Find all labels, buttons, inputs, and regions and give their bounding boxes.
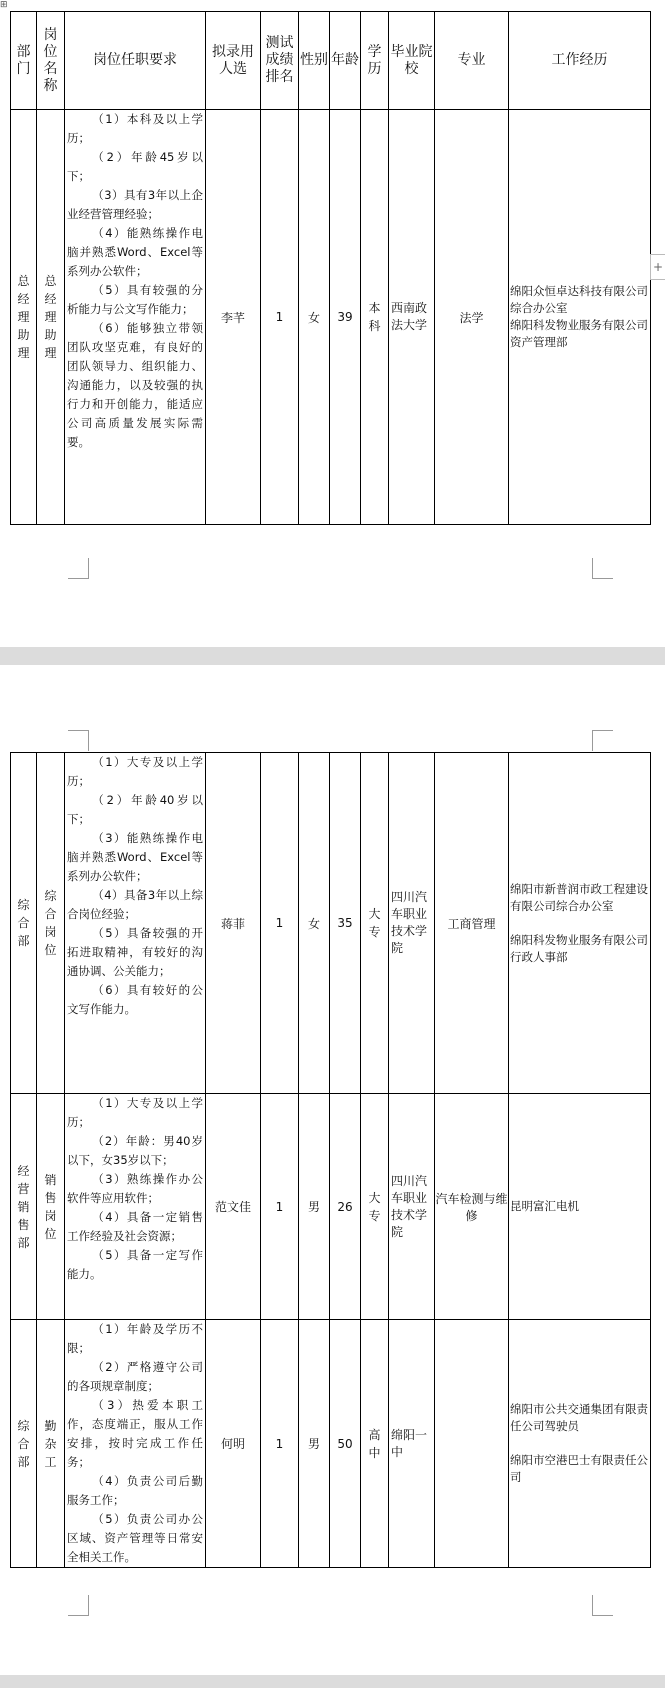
age-cell: 35 xyxy=(330,753,361,1094)
school-cell: 绵阳一中 xyxy=(389,1320,435,1568)
document-page-2 xyxy=(0,665,665,1675)
table-row xyxy=(11,1094,651,1320)
page-gap xyxy=(0,1675,665,1688)
requirement-item: （2）年龄45岁以下； xyxy=(67,150,203,183)
header-age: 年龄 xyxy=(330,12,361,110)
experience-item: 绵阳科发物业服务有限公司行政人事部 xyxy=(510,932,648,964)
gender-cell: 男 xyxy=(299,1094,330,1320)
experience-cell xyxy=(509,1094,651,1320)
requirement-item: （5）负责公司办公区域、资产管理等日常安全相关工作。 xyxy=(67,1512,203,1564)
table-row xyxy=(11,110,651,525)
age-cell: 50 xyxy=(330,1320,361,1568)
requirement-item: （3）具有3年以上企业经营管理经验； xyxy=(67,188,203,221)
requirement-item: （2）年龄40岁以下； xyxy=(67,793,203,826)
position-cell: 综合岗位 xyxy=(37,753,65,1094)
page-gap xyxy=(0,647,665,665)
rank-cell: 1 xyxy=(261,1094,299,1320)
margin-corner-mark xyxy=(592,558,613,579)
header-rank: 测试成绩排名 xyxy=(261,12,299,110)
requirement-item: （2）年龄：男40岁以下，女35岁以下； xyxy=(67,1134,203,1167)
age-cell: 39 xyxy=(330,110,361,525)
candidate-cell: 范文佳 xyxy=(206,1094,261,1320)
rank-cell: 1 xyxy=(261,753,299,1094)
header-requirements: 岗位任职要求 xyxy=(65,12,206,110)
candidate-cell: 蒋菲 xyxy=(206,753,261,1094)
requirement-item: （1）年龄及学历不限； xyxy=(67,1322,203,1355)
margin-corner-mark xyxy=(592,730,613,751)
table-header-row xyxy=(11,12,651,110)
requirements-cell xyxy=(65,753,206,1094)
school-cell: 西南政法大学 xyxy=(389,110,435,525)
requirement-item: （4）具备一定销售工作经验及社会资源； xyxy=(67,1210,203,1243)
dept-cell: 经营销售部 xyxy=(11,1094,37,1320)
header-candidate: 拟录用人选 xyxy=(206,12,261,110)
requirement-item: （5）具有较强的分析能力与公文写作能力； xyxy=(67,283,203,316)
margin-corner-mark xyxy=(68,1595,89,1616)
dept-cell: 总经理助理 xyxy=(11,110,37,525)
margin-corner-mark xyxy=(592,1595,613,1616)
experience-cell xyxy=(509,110,651,525)
major-cell xyxy=(435,1320,509,1568)
major-cell: 汽车检测与维修 xyxy=(435,1094,509,1320)
experience-item: 绵阳市空港巴士有限责任公司 xyxy=(510,1453,648,1484)
rank-cell: 1 xyxy=(261,1320,299,1568)
position-cell: 勤杂工 xyxy=(37,1320,65,1568)
requirement-item: （3）熟练操作办公软件等应用软件； xyxy=(67,1172,203,1205)
education-cell: 大专 xyxy=(361,1094,389,1320)
school-cell: 四川汽车职业技术学院 xyxy=(389,1094,435,1320)
dept-cell: 综合部 xyxy=(11,753,37,1094)
experience-item: 绵阳众恒卓达科技有限公司综合办公室 绵阳科发物业服务有限公司资产管理部 xyxy=(510,284,648,349)
gender-cell: 男 xyxy=(299,1320,330,1568)
table-row xyxy=(11,1320,651,1568)
requirements-cell xyxy=(65,1094,206,1320)
requirement-item: （1）大专及以上学历； xyxy=(67,1096,203,1129)
table-row xyxy=(11,753,651,1094)
margin-corner-mark xyxy=(68,558,89,579)
requirements-cell xyxy=(65,1320,206,1568)
requirements-cell xyxy=(65,110,206,525)
gender-cell: 女 xyxy=(299,110,330,525)
candidate-cell: 何明 xyxy=(206,1320,261,1568)
margin-corner-mark xyxy=(68,730,89,751)
major-cell: 工商管理 xyxy=(435,753,509,1094)
position-cell: 销售岗位 xyxy=(37,1094,65,1320)
document-page-1 xyxy=(0,0,665,647)
recruitment-table-page-2 xyxy=(10,752,651,1568)
add-column-plus-icon[interactable]: + xyxy=(650,254,665,280)
header-education: 学历 xyxy=(361,12,389,110)
requirement-item: （2）严格遵守公司的各项规章制度； xyxy=(67,1360,203,1393)
requirement-item: （6）具有较好的公文写作能力。 xyxy=(67,983,203,1016)
table-move-handle-icon[interactable]: ⊞ xyxy=(0,0,8,10)
header-position: 岗位名称 xyxy=(37,12,65,110)
header-school: 毕业院校 xyxy=(389,12,435,110)
major-cell: 法学 xyxy=(435,110,509,525)
requirement-item: （4）能熟练操作电脑并熟悉Word、Excel等系列办公软件； xyxy=(67,226,203,278)
experience-item: 绵阳市公共交通集团有限责任公司驾驶员 xyxy=(510,1402,648,1433)
experience-item: 绵阳市新普润市政工程建设有限公司综合办公室 xyxy=(510,881,648,913)
education-cell: 高中 xyxy=(361,1320,389,1568)
experience-cell xyxy=(509,753,651,1094)
requirement-item: （6）能够独立带领团队攻坚克难，有良好的团队领导力、组织能力、沟通能力，以及较强的执行力和开创能力，能适应公司高质量发展实际需要。 xyxy=(67,321,203,449)
requirement-item: （3）能熟练操作电脑并熟悉Word、Excel等系列办公软件； xyxy=(67,831,203,883)
position-cell: 总经理助理 xyxy=(37,110,65,525)
candidate-cell: 李芊 xyxy=(206,110,261,525)
requirement-item: （4）具备3年以上综合岗位经验； xyxy=(67,888,203,921)
requirement-item: （5）具备较强的开拓进取精神，有较好的沟通协调、公关能力； xyxy=(67,926,203,978)
requirement-item: （3）热爱本职工作，态度端正，服从工作安排，按时完成工作任务； xyxy=(67,1398,203,1469)
recruitment-table-page-1 xyxy=(10,11,651,525)
requirement-item: （1）大专及以上学历； xyxy=(67,755,203,788)
requirement-item: （5）具备一定写作能力。 xyxy=(67,1248,203,1281)
gender-cell: 女 xyxy=(299,753,330,1094)
header-major: 专业 xyxy=(435,12,509,110)
requirement-item: （1）本科及以上学历； xyxy=(67,112,203,145)
header-gender: 性别 xyxy=(299,12,330,110)
experience-cell xyxy=(509,1320,651,1568)
requirement-item: （4）负责公司后勤服务工作； xyxy=(67,1474,203,1507)
header-dept: 部门 xyxy=(11,12,37,110)
school-cell: 四川汽车职业技术学院 xyxy=(389,753,435,1094)
experience-item: 昆明富汇电机 xyxy=(510,1199,579,1213)
header-experience: 工作经历 xyxy=(509,12,651,110)
education-cell: 大专 xyxy=(361,753,389,1094)
education-cell: 本科 xyxy=(361,110,389,525)
rank-cell: 1 xyxy=(261,110,299,525)
age-cell: 26 xyxy=(330,1094,361,1320)
dept-cell: 综合部 xyxy=(11,1320,37,1568)
